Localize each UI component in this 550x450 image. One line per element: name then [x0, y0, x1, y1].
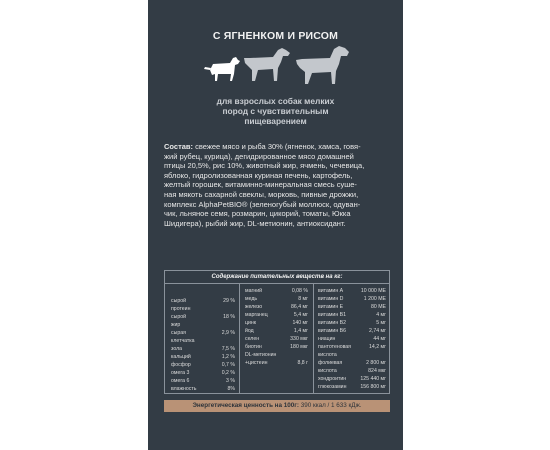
nutrient-row	[171, 337, 235, 345]
composition-line-text: свежее мясо и рыба 30% (ягненок, хамса, говя-	[193, 142, 361, 151]
nutrient-name: DL-метионин	[245, 352, 277, 358]
nutrient-row	[245, 295, 308, 303]
nutrients-table-header: Содержание питательных веществ на кг:	[165, 271, 389, 284]
nutrient-row	[171, 313, 235, 321]
nutrient-name: омега 3	[171, 370, 190, 376]
medium-dog-icon	[244, 48, 290, 81]
energy-value: 390 ккал / 1 633 кДж.	[298, 402, 362, 409]
composition-line: жий рубец, курица), дегидрированное мясо домашней	[164, 151, 354, 161]
nutrient-name: фолиевая	[318, 360, 343, 366]
nutrient-name: кальций	[171, 354, 191, 360]
nutrient-row	[318, 295, 386, 303]
nutrient-value: 44 мг	[373, 336, 386, 342]
nutrient-name: магний	[245, 288, 263, 294]
label-panel	[148, 0, 403, 450]
nutrient-row	[318, 359, 386, 367]
nutrient-row	[171, 369, 235, 377]
nutrient-value: 8,8 г	[297, 360, 308, 366]
nutrient-name: фосфор	[171, 362, 191, 368]
column-divider	[313, 283, 314, 393]
nutrient-row	[318, 367, 386, 375]
nutrient-name: омега 6	[171, 378, 190, 384]
nutrients-table	[164, 270, 390, 394]
nutrient-row	[171, 377, 235, 385]
nutrient-name: зола	[171, 346, 183, 352]
nutrient-name: цинк	[245, 320, 257, 326]
nutrient-value: 3 %	[226, 378, 235, 384]
composition-line: Шидигера), рыбий жир, DL-метионин, антиоксидант.	[164, 218, 346, 228]
subtitle-line: пород с чувствительным	[222, 106, 329, 116]
nutrient-value: 824 мкг	[368, 368, 386, 374]
nutrient-name: витамин В6	[318, 328, 346, 334]
product-subtitle	[148, 96, 403, 126]
nutrient-row	[245, 311, 308, 319]
nutrient-value: 4 мг	[376, 312, 386, 318]
nutrient-value: 10 000 МЕ	[360, 288, 386, 294]
large-dog-icon	[296, 46, 349, 84]
nutrient-value: 7,5 %	[221, 346, 235, 352]
nutrient-row	[318, 383, 386, 391]
nutrient-row	[318, 351, 386, 359]
nutrient-name: протеин	[171, 306, 191, 312]
nutrient-value: 0,7 %	[221, 362, 235, 368]
nutrient-value: 2 800 мг	[366, 360, 386, 366]
nutrient-value: 0,08 %	[291, 288, 308, 294]
nutrient-name: глюкозамин	[318, 384, 347, 390]
subtitle-line: для взрослых собак мелких	[216, 96, 335, 106]
nutrient-value: 1 200 МЕ	[363, 296, 386, 302]
nutrient-name: йод	[245, 328, 254, 334]
nutrient-row	[318, 375, 386, 383]
composition-line: ная мякоть сахарной свеклы, морковь, пивные дрожжи,	[164, 189, 359, 199]
nutrient-name: сырая	[171, 330, 186, 336]
energy-value-bar	[164, 400, 390, 412]
nutrient-row	[171, 305, 235, 313]
nutrient-name: +цистеин	[245, 360, 268, 366]
nutrient-value: 2,74 мг	[369, 328, 386, 334]
nutrient-name: клетчатка	[171, 338, 195, 344]
nutrient-name: витамин В2	[318, 320, 346, 326]
nutrient-row	[318, 327, 386, 335]
nutrient-name: сырой	[171, 298, 186, 304]
nutrient-name: кислота	[318, 368, 337, 374]
nutrients-column-minerals	[245, 287, 308, 367]
dog-size-illustration	[200, 44, 350, 86]
nutrient-value: 5,4 мг	[293, 312, 308, 318]
nutrient-name: жир	[171, 322, 181, 328]
small-dog-icon	[204, 57, 240, 81]
nutrient-name: медь	[245, 296, 258, 302]
composition-line: чик, льняное семя, розмарин, цикорий, томаты, Юкка	[164, 209, 351, 219]
nutrient-value: 180 мкг	[290, 344, 308, 350]
nutrient-row	[318, 303, 386, 311]
composition-line: яблоко, гидролизованная куриная печень, картофель,	[164, 170, 353, 180]
nutrient-row	[318, 343, 386, 351]
nutrient-value: 0,2 %	[221, 370, 235, 376]
nutrient-value: 140 мг	[292, 320, 308, 326]
nutrient-value: 2,9 %	[221, 330, 235, 336]
nutrient-row	[245, 327, 308, 335]
product-title: С ЯГНЕНКОМ И РИСОМ	[212, 30, 339, 42]
nutrient-row	[171, 385, 235, 393]
nutrient-value: 330 мкг	[290, 336, 308, 342]
nutrient-row	[171, 321, 235, 329]
nutrient-row	[318, 335, 386, 343]
nutrient-name: витамин В1	[318, 312, 346, 318]
subtitle-line: пищеварением	[244, 116, 307, 126]
nutrient-value: 5 мг	[376, 320, 386, 326]
nutrient-row	[245, 351, 308, 359]
composition-line: комплекс AlphaPetBIO® (зеленогубый моллюск, одуван-	[164, 199, 361, 209]
nutrient-name: селен	[245, 336, 260, 342]
nutrient-name: хондроитин	[318, 376, 347, 382]
nutrient-row	[245, 287, 308, 295]
nutrient-name: сырой	[171, 314, 186, 320]
nutrient-value: 156 800 мг	[360, 384, 386, 390]
nutrient-name: пантотеновая	[318, 344, 351, 350]
nutrient-row	[245, 303, 308, 311]
nutrient-name: влажность	[171, 386, 197, 392]
nutrient-value: 18 %	[223, 314, 235, 320]
nutrient-row	[318, 311, 386, 319]
nutrient-row	[171, 297, 235, 305]
nutrient-row	[171, 353, 235, 361]
nutrient-value: 125 440 мг	[360, 376, 386, 382]
nutrient-name: железо	[245, 304, 263, 310]
nutrient-value: 80 МЕ	[371, 304, 386, 310]
composition-label: Состав:	[164, 142, 194, 151]
composition-line: желтый горошек, витаминно-минеральная смесь суше-	[164, 180, 357, 190]
nutrient-value: 1,4 мг	[293, 328, 308, 334]
nutrient-value: 1,2 %	[221, 354, 235, 360]
composition-line	[164, 142, 390, 152]
nutrient-row	[245, 343, 308, 351]
nutrient-row	[245, 359, 308, 367]
nutrient-value: 8 мг	[298, 296, 308, 302]
nutrient-name: витамин D	[318, 296, 344, 302]
column-divider	[239, 283, 240, 393]
nutrient-value: 29 %	[223, 298, 235, 304]
nutrient-row	[171, 361, 235, 369]
energy-label: Энергетическая ценность на 100г:	[192, 402, 299, 409]
nutrient-value: 8%	[227, 386, 235, 392]
nutrient-row	[245, 319, 308, 327]
nutrients-column-vitamins	[318, 287, 386, 391]
nutrient-row	[318, 287, 386, 295]
nutrient-row	[245, 335, 308, 343]
nutrient-row	[171, 329, 235, 337]
nutrient-row	[171, 345, 235, 353]
nutrient-name: витамин Е	[318, 304, 344, 310]
nutrients-column-basic	[171, 297, 235, 393]
nutrient-name: биотин	[245, 344, 262, 350]
nutrient-name: витамин А	[318, 288, 344, 294]
nutrient-row	[318, 319, 386, 327]
nutrient-name: ниацин	[318, 336, 336, 342]
nutrient-name: марганец	[245, 312, 268, 318]
composition-text	[164, 142, 390, 228]
nutrient-value: 86,4 мг	[291, 304, 308, 310]
composition-line: птицы 20,5%, рис 10%, животный жир, ячмень, чечевица,	[164, 161, 365, 171]
nutrient-value: 14,2 мг	[369, 344, 386, 350]
nutrient-name: кислота	[318, 352, 337, 358]
